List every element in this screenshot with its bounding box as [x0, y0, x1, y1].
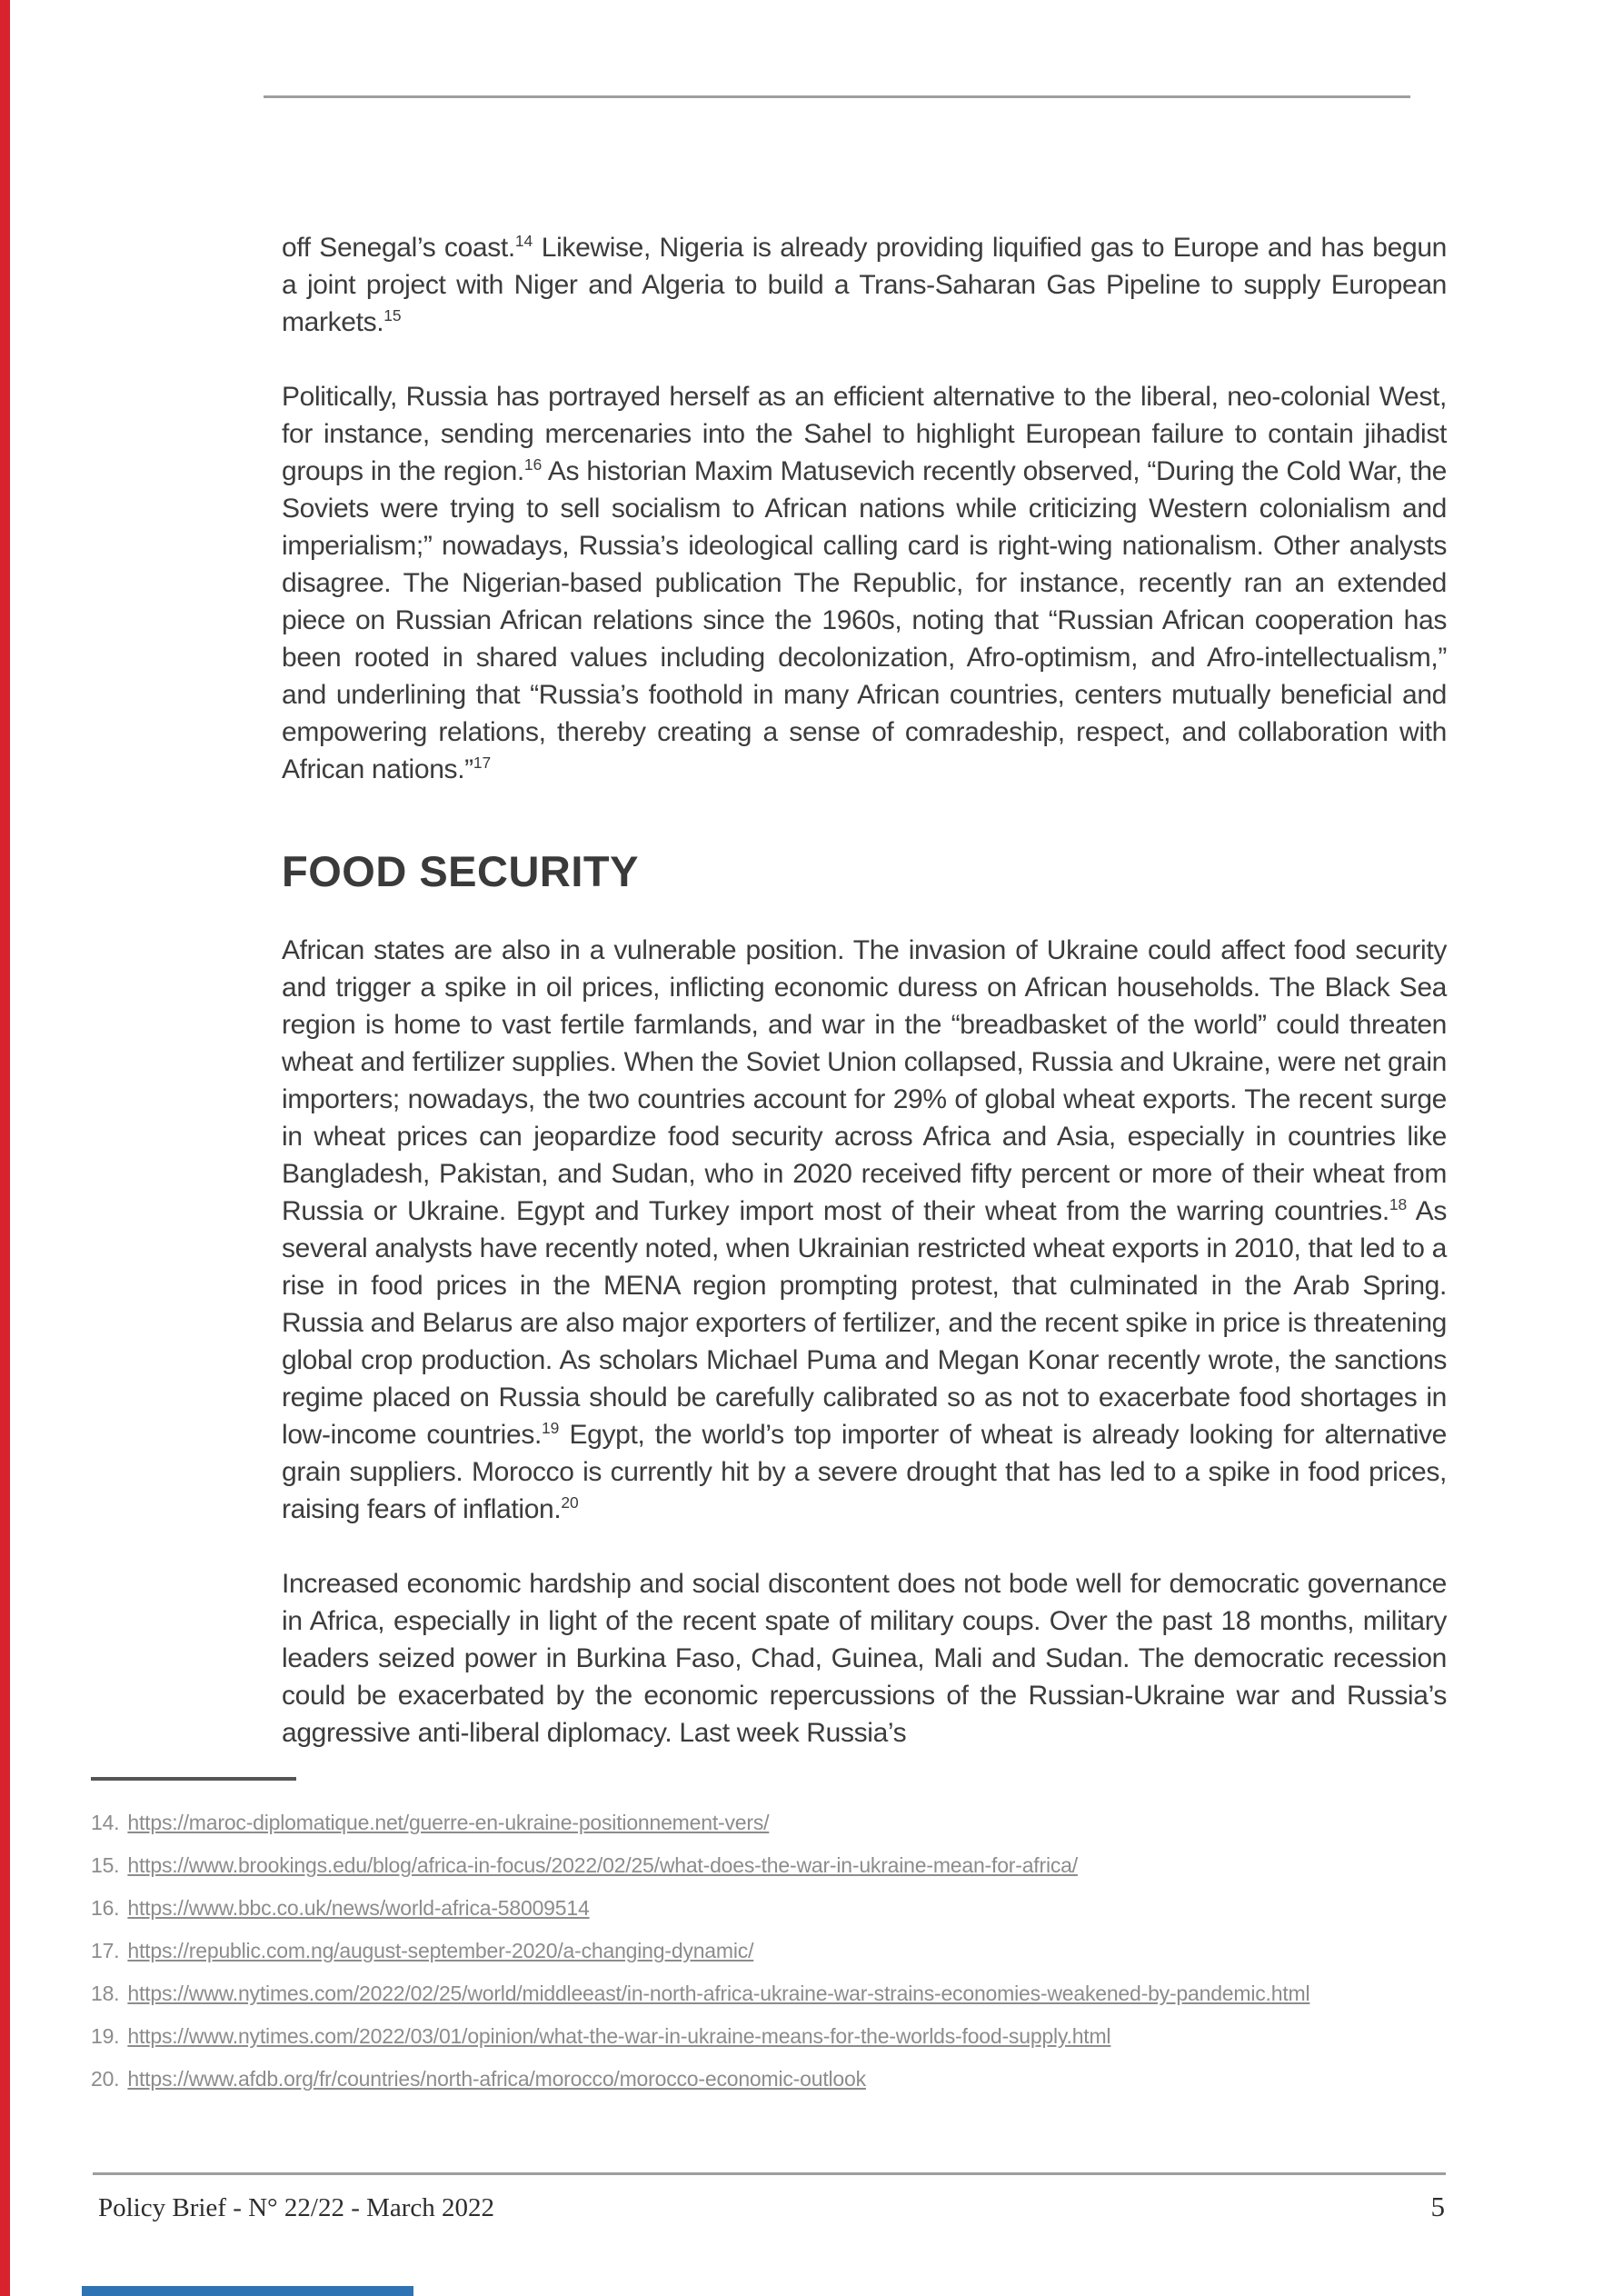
footnote-number: 16. — [91, 1896, 120, 1920]
header-rule — [264, 95, 1410, 98]
section-heading: FOOD SECURITY — [282, 847, 639, 895]
footnote-link[interactable]: https://www.brookings.edu/blog/africa-in-focus/2022/02/25/what-does-the-war-in-ukraine-mean-for-africa/ — [127, 1853, 1078, 1877]
footnote-ref[interactable]: 19 — [541, 1419, 560, 1437]
footnote-ref[interactable]: 14 — [514, 232, 533, 250]
footnote-ref[interactable]: 15 — [383, 306, 402, 324]
footnote-item — [91, 2024, 1508, 2048]
footnotes-list — [91, 1811, 1508, 2110]
footnote-item — [91, 1982, 1508, 2005]
footnote-number: 17. — [91, 1939, 120, 1962]
page-footer — [98, 2189, 1445, 2226]
footnote-item — [91, 2067, 1508, 2091]
footnote-link[interactable]: https://www.nytimes.com/2022/03/01/opinion/what-the-war-in-ukraine-means-for-the-worlds-food-supply.html — [127, 2024, 1111, 2048]
footer-rule — [93, 2172, 1446, 2175]
body-paragraph: off Senegal’s coast.$^{14}$ Likewise, Nigeria is already providing liquified gas to Europe and has begun a joint project with Niger and Algeria to build a Trans-Saharan Gas Pipeline to supply European markets.$^{15}$ — [282, 232, 1447, 337]
footnote-number: 14. — [91, 1811, 120, 1834]
footnote-number: 18. — [91, 1982, 120, 2005]
footnote-number: 19. — [91, 2024, 120, 2048]
body-paragraph: Increased economic hardship and social discontent does not bode well for democratic governance in Africa, especially in light of the recent spate of military coups. Over the past 18 months, military leaders seized power in Burkina Faso, Chad, Guinea, Mali and Sudan. The democratic recession could be exacerbated by the economic repercussions of the Russian-Ukraine war and Russia’s aggressive anti-liberal diplomacy. Last week Russia’s — [282, 1569, 1447, 1748]
footnote-item — [91, 1811, 1508, 1834]
footnote-link[interactable]: https://maroc-diplomatique.net/guerre-en-ukraine-positionnement-vers/ — [127, 1811, 770, 1834]
footnote-link[interactable]: https://www.nytimes.com/2022/02/25/world/middleeast/in-north-africa-ukraine-war-strains-economies-weakened-by-pandemic.html — [127, 1982, 1310, 2005]
footnote-link[interactable]: https://www.afdb.org/fr/countries/north-africa/morocco/morocco-economic-outlook — [127, 2067, 866, 2091]
footnote-item — [91, 1853, 1508, 1877]
footnote-ref[interactable]: 20 — [561, 1493, 579, 1512]
footer-text: Policy Brief - N° 22/22 - March 2022 — [98, 2193, 495, 2222]
footnote-item — [91, 1896, 1508, 1920]
body-text-column — [282, 229, 1447, 1789]
footnote-ref[interactable]: 17 — [473, 754, 492, 772]
footnote-item — [91, 1939, 1508, 1962]
footnote-ref[interactable]: 18 — [1389, 1195, 1408, 1213]
footnote-link[interactable]: https://republic.com.ng/august-september-2020/a-changing-dynamic/ — [127, 1939, 754, 1962]
footnote-number: 15. — [91, 1853, 120, 1877]
body-paragraph: African states are also in a vulnerable position. The invasion of Ukraine could affect food security and trigger a spike in oil prices, inflicting economic duress on African households. The Black Sea region is home to vast fertile farmlands, and war in the “breadbasket of the world” could threaten wheat and fertilizer supplies. When the Soviet Union collapsed, Russia and Ukraine, were net grain importers; nowadays, the two countries account for 29% of global wheat exports. The recent surge in wheat prices can jeopardize food security across Africa and Asia, especially in countries like Bangladesh, Pakistan, and Sudan, who in 2020 received fifty percent or more of their wheat from Russia or Ukraine. Egypt and Turkey import most of their wheat from the warring countries.$^{18}$ As several analysts have recently noted, when Ukrainian restricted wheat exports in 2010, that led to a rise in food prices in the MENA region prompting protest, that culminated in the Arab Spring. Russia and Belarus are also major exporters of fertilizer, and the recent spike in price is threatening global crop production. As scholars Michael Puma and Megan Konar recently wrote, the sanctions regime placed on Russia should be carefully calibrated so as not to exacerbate food shortages in low-income countries.$^{19}$ Egypt, the world’s top importer of wheat is already looking for alternative grain suppliers. Morocco is currently hit by a severe drought that has led to a spike in food prices, raising fears of inflation.$^{20}$ — [282, 935, 1448, 1524]
page-number: 5 — [1430, 2191, 1445, 2222]
footnote-ref[interactable]: 16 — [523, 455, 543, 474]
footnotes-divider — [91, 1777, 296, 1781]
page-edge-accent-blue — [82, 2286, 413, 2296]
page-edge-accent-red — [0, 0, 10, 2296]
body-paragraph: Politically, Russia has portrayed herself as an efficient alternative to the liberal, neo-colonial West, for instance, sending mercenaries into the Sahel to highlight European failure to contain jihadist groups in the region.$^{16}$ As historian Maxim Matusevich recently observed, “During the Cold War, the Soviets were trying to sell socialism to African nations while criticizing Western colonialism and imperialism;” nowadays, Russia’s ideological calling card is right-wing nationalism. Other analysts disagree. The Nigerian-based publication The Republic, for instance, recently ran an extended piece on Russian African relations since the 1960s, noting that “Russian African cooperation has been rooted in shared values including decolonization, Afro-optimism, and Afro-intellectualism,” and underlining that “Russia’s foothold in many African countries, centers mutually beneficial and empowering relations, thereby creating a sense of comradeship, respect, and collaboration with African nations.”$^{17}$ — [282, 382, 1448, 784]
footnote-link[interactable]: https://www.bbc.co.uk/news/world-africa-58009514 — [127, 1896, 590, 1920]
footnote-number: 20. — [91, 2067, 120, 2091]
